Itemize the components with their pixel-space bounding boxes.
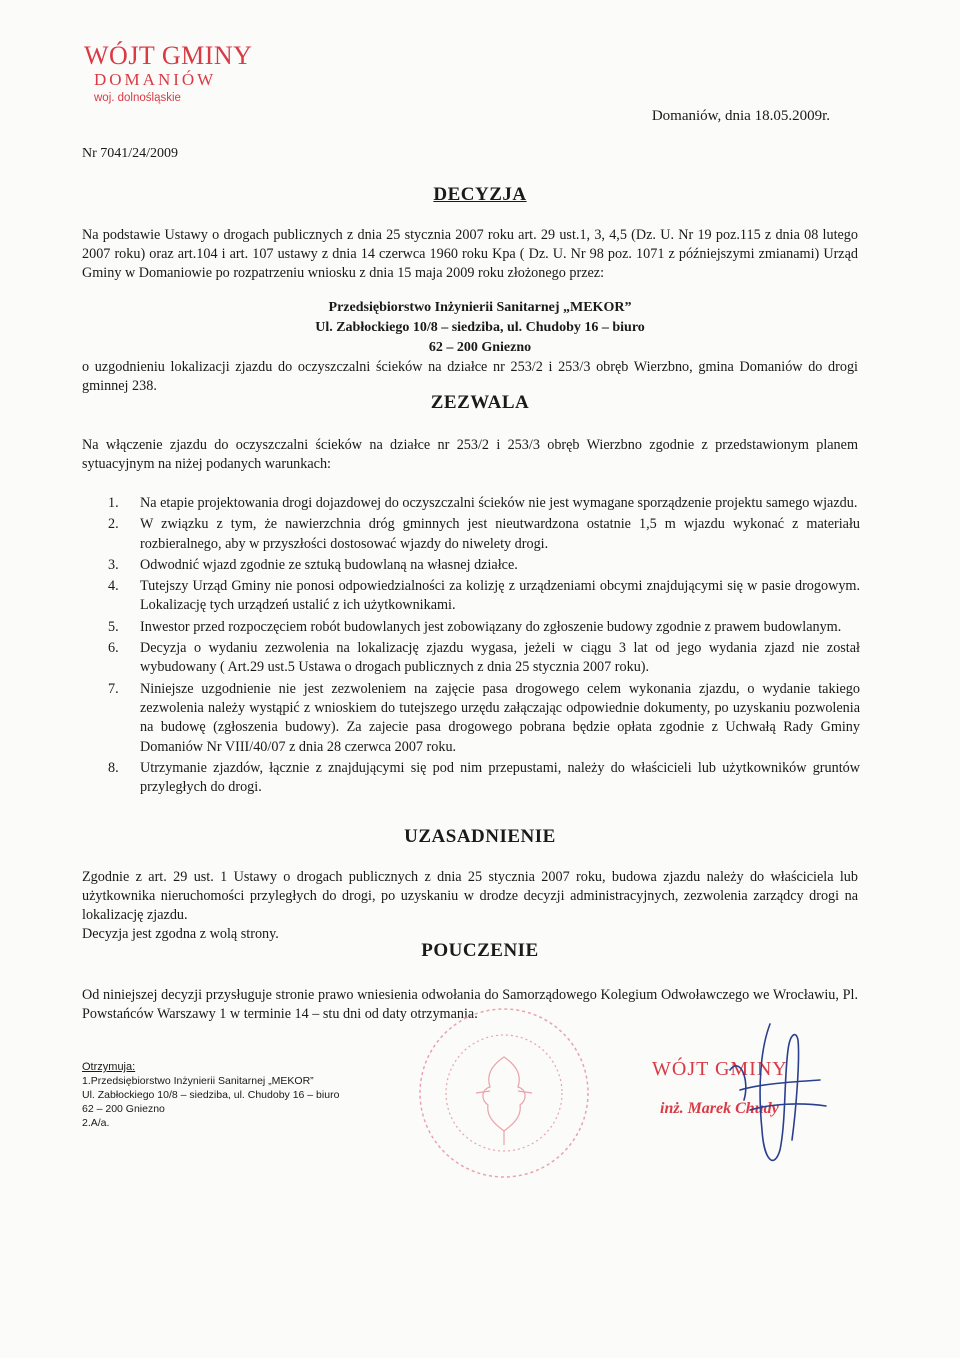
heading-pouczenie: POUCZENIE	[421, 940, 539, 961]
signature-stamp-title: WÓJT GMINY	[652, 1058, 788, 1080]
condition-number: 3.	[108, 556, 119, 573]
subject-paragraph: o uzgodnieniu lokalizacji zjazdu do oczyszczalni ścieków na działce nr 253/2 i 253/3 obręb Wierzbno, gmina Domaniów do drogi gminnej 238.	[82, 359, 858, 394]
recipient-line: 1.Przedsiębiorstwo Inżynierii Sanitarnej „MEKOR”	[82, 1075, 314, 1087]
condition-number: 7.	[108, 680, 119, 697]
recipient-line: 62 – 200 Gniezno	[82, 1103, 165, 1115]
condition-number: 6.	[108, 640, 119, 657]
signature-block	[640, 1040, 860, 1190]
condition-item	[108, 759, 860, 798]
condition-item	[108, 494, 860, 513]
letterhead-municipality: DOMANIÓW	[94, 70, 217, 89]
zezwala-paragraph: Na włączenie zjazdu do oczyszczalni ścieków na działce nr 253/2 i 253/3 obręb Wierzbno zgodnie z przedstawionym planem sytuacyjnym na niżej podanych warunkach:	[82, 437, 858, 472]
condition-text: Odwodnić wjazd zgodnie ze sztuką budowlaną na własnej działce.	[140, 556, 518, 573]
condition-text: W związku z tym, że nawierzchnia dróg gminnych jest nieutwardzona ostatnie 1,5 m wjazdu wykonać z materiału rozbieralnego, aby w przyszłości dostosować wjazdy do niwelety drogi.	[140, 516, 860, 552]
heading-uzasadnienie: UZASADNIENIE	[404, 826, 556, 847]
condition-item	[108, 577, 860, 616]
condition-number: 5.	[108, 618, 119, 635]
conditions-list	[108, 494, 860, 799]
uzasadnienie-note: Decyzja jest zgodna z wolą strony.	[82, 926, 279, 942]
condition-text: Niniejsze uzgodnienie nie jest zezwoleniem na zajęcie pasa drogowego celem wykonania zjazdu, o wydanie takiego zezwolenia należy wystąpić z wnioskiem do tutejszego urzędu załączając odpowiednie dokumenty, po uzyskaniu pozwolenia na budowę (zgłoszenia budowy). Za zajecie pasa drogowego pobrana będzie opłata zgodnie z Uchwałą Rady Gminy Domaniów Nr VIII/40/07 z dnia 28 czerwca 2007 roku.	[140, 680, 860, 755]
pouczenie-paragraph: Od niniejszej decyzji przysługuje stronie prawo wniesienia odwołania do Samorządowego Kolegium Odwoławczego we Wrocławiu, Pl. Powstańców Warszawy 1 w terminie 14 – stu dni od daty otrzymania.	[82, 987, 858, 1022]
condition-number: 2.	[108, 516, 119, 533]
uzasadnienie-text: Zgodnie z art. 29 ust. 1 Ustawy o drogach publicznych z dnia 25 stycznia 2007 roku, budowa zjazdu należy do właściciela lub użytkownika nieruchomości przyległych do drogi, po uzyskaniu w drodze decyzji administracyjnych, zezwolenia zarządcy drogi na lokalizację zjazdu.	[82, 869, 858, 923]
intro-paragraph: Na podstawie Ustawy o drogach publicznych z dnia 25 stycznia 2007 roku art. 29 ust.1, 3, 4,5 (Dz. U. Nr 19 poz.115 z dnia 08 lutego 2007 roku) oraz art.104 i art. 107 ustawy z dnia 14 czerwca 1960 roku Kpa ( Dz. U. Nr 98 poz. 1071 z późniejszymi zmianami) Urząd Gminy w Domaniowie po rozpatrzeniu wniosku z dnia 15 maja 2009 roku złożonego przez:	[82, 227, 858, 281]
condition-text: Inwestor przed rozpoczęciem robót budowlanych jest zobowiązany do zgłoszenie budowy zgodnie z prawem budowlanym.	[140, 618, 842, 635]
letterhead	[84, 42, 344, 106]
condition-text: Tutejszy Urząd Gminy nie ponosi odpowiedzialności za kolizję z urządzeniami obcymi znajdującymi się w pasie drogowym. Lokalizację tych urządzeń ustalić z ich użytkownikami.	[140, 578, 860, 614]
condition-number: 8.	[108, 759, 119, 776]
document-title: DECYZJA	[433, 184, 527, 205]
applicant-name: Przedsiębiorstwo Inżynierii Sanitarnej „MEKOR”	[328, 300, 632, 315]
heading-zezwala: ZEZWALA	[430, 392, 530, 413]
condition-text: Decyzja o wydaniu zezwolenia na lokalizację zjazdu wygasa, jeżeli w ciągu 3 lat od jego wydania zjazd nie został wybudowany ( Art.29 ust.5 Ustawa o drogach publicznych z dnia 25 stycznia 2007 roku).	[140, 640, 860, 676]
condition-item	[108, 639, 860, 678]
recipients-list	[82, 1060, 339, 1130]
condition-item	[108, 680, 860, 757]
official-seal-icon	[416, 1005, 592, 1181]
condition-item	[108, 556, 860, 575]
letterhead-province: woj. dolnośląskie	[94, 92, 181, 104]
recipient-line: Ul. Zabłockiego 10/8 – siedziba, ul. Chudoby 16 – biuro	[82, 1089, 340, 1101]
condition-item	[108, 515, 860, 554]
reference-number: Nr 7041/24/2009	[82, 146, 179, 161]
handwritten-signature-icon	[700, 1020, 840, 1180]
condition-text: Na etapie projektowania drogi dojazdowej do oczyszczalni ścieków nie jest wymagane sporządzenie projektu samego wjazdu.	[140, 495, 858, 511]
document-date: Domaniów, dnia 18.05.2009r.	[651, 108, 830, 124]
recipients-title: Otrzymuja:	[82, 1061, 136, 1073]
applicant-address: Ul. Zabłockiego 10/8 – siedziba, ul. Chudoby 16 – biuro	[315, 320, 645, 335]
applicant-block	[0, 298, 960, 358]
condition-number: 1.	[108, 495, 119, 511]
signature-stamp-name: inż. Marek Chudy	[660, 1100, 779, 1117]
recipient-line: 2.A/a.	[82, 1117, 110, 1129]
applicant-city: 62 – 200 Gniezno	[428, 340, 532, 355]
letterhead-office: WÓJT GMINY	[84, 41, 253, 70]
condition-number: 4.	[108, 578, 119, 595]
condition-item	[108, 618, 860, 637]
uzasadnienie-paragraph	[82, 868, 858, 944]
condition-text: Utrzymanie zjazdów, łącznie z znajdującymi się pod nim przepustami, należy do właścicieli lub użytkowników gruntów przyległych do drogi.	[140, 759, 860, 796]
